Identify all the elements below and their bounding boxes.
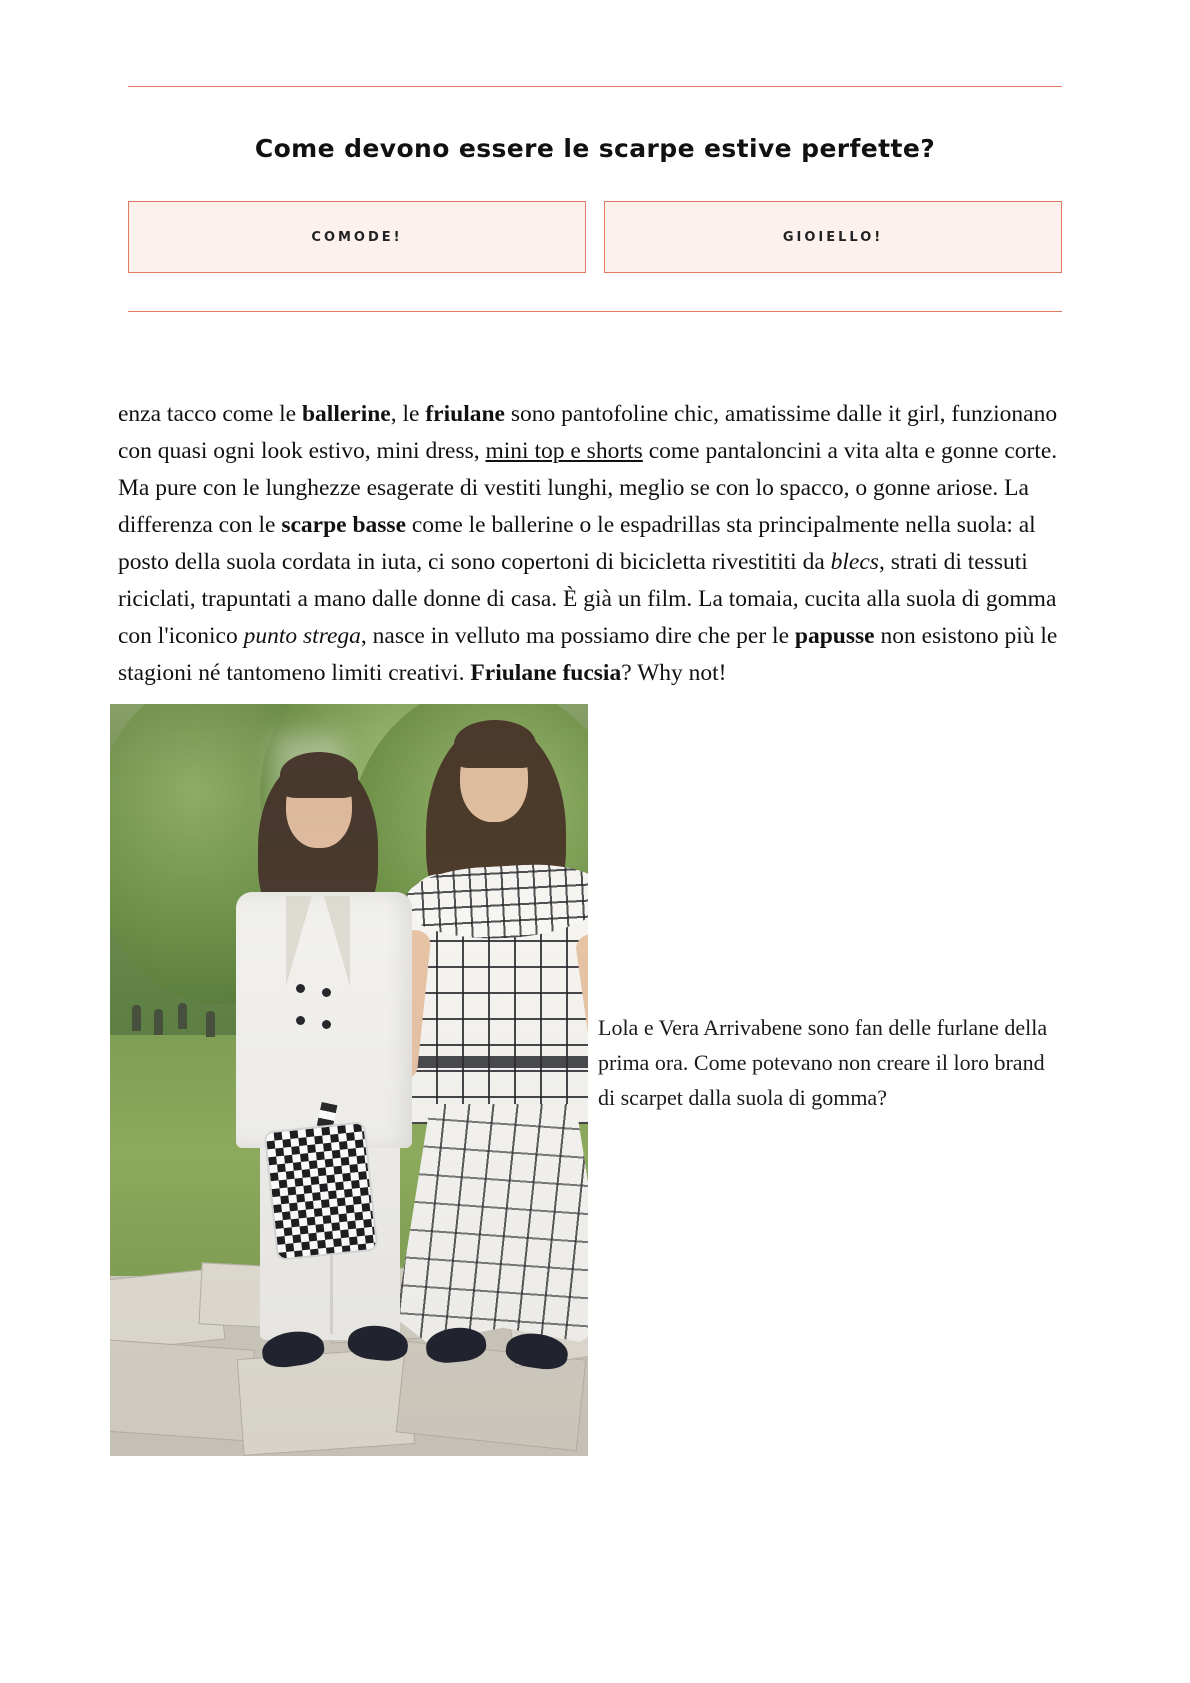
poll-options: [128, 201, 1062, 273]
emphasis-bold: papusse: [794, 622, 875, 649]
photo-illustration: [110, 704, 588, 1456]
paving-stone: [110, 1338, 255, 1441]
woman-left-jacket-lapel: [286, 896, 312, 986]
photo-caption: Lola e Vera Arrivabene sono fan delle furlane della prima ora. Come potevano non creare il loro brand di scarpet dalla suola di gomma?: [598, 1015, 1048, 1110]
poll-option-comode[interactable]: COMODE!: [128, 201, 586, 273]
emphasis-bold: friulane: [425, 400, 505, 427]
emphasis-bold: scarpe basse: [281, 511, 406, 538]
text-run: , nasce in velluto ma possiamo dire che per le: [360, 622, 795, 649]
poll-option-gioiello[interactable]: GIOIELLO!: [604, 201, 1062, 273]
jacket-button: [296, 984, 305, 993]
emphasis-italic: blecs: [830, 548, 879, 575]
jacket-button: [296, 1016, 305, 1025]
poll-widget: [128, 86, 1062, 312]
poll-bottom-divider: [128, 311, 1062, 312]
woman-right-belt: [416, 1056, 588, 1068]
woman-right-hair-top: [454, 720, 536, 768]
woman-right-skirt: [396, 1104, 588, 1342]
emphasis-italic: punto strega: [243, 622, 361, 649]
woman-left-jacket-lapel: [324, 896, 350, 986]
text-run: come pantaloncini a vita alta e gonne corte. Ma pure con le lunghezze esagerate di vestiti lunghi, meglio se con lo spacco, o gonne ariose. La differenza con le: [118, 437, 1058, 538]
woman-left-hair-top: [280, 752, 358, 798]
text-run: , le: [390, 400, 426, 427]
jacket-button: [322, 1020, 331, 1029]
inline-link[interactable]: mini top e shorts: [485, 437, 643, 464]
text-run: ? Why not!: [621, 659, 727, 686]
paving-stone: [237, 1347, 415, 1456]
text-run: come le ballerine o le espadrillas sta principalmente nella suola: al posto della suola cordata in iuta, ci sono copertoni di bicicletta rivestititi da: [118, 511, 1036, 575]
text-run: , strati di tessuti riciclati, trapuntati a mano dalle donne di casa. È già un film. La tomaia, cucita alla suola di gomma con l'iconico: [118, 548, 1057, 649]
emphasis-bold: ballerine: [301, 400, 391, 427]
text-run: enza tacco come le: [118, 400, 302, 427]
checkerboard-handbag: [263, 1121, 378, 1261]
text-run: non esistono più le stagioni né tantomeno limiti creativi.: [118, 622, 1058, 686]
text-run: sono pantofoline chic, amatissime dalle it girl, funzionano con quasi ogni look estivo, mini dress,: [118, 400, 1058, 464]
emphasis-bold: Friulane fucsia: [470, 659, 622, 686]
background-people: [132, 1005, 252, 1045]
poll-question: Come devono essere le scarpe estive perfette?: [254, 134, 936, 163]
article-photo: [110, 704, 588, 1456]
jacket-button: [322, 988, 331, 997]
article-paragraph: [118, 396, 1070, 692]
